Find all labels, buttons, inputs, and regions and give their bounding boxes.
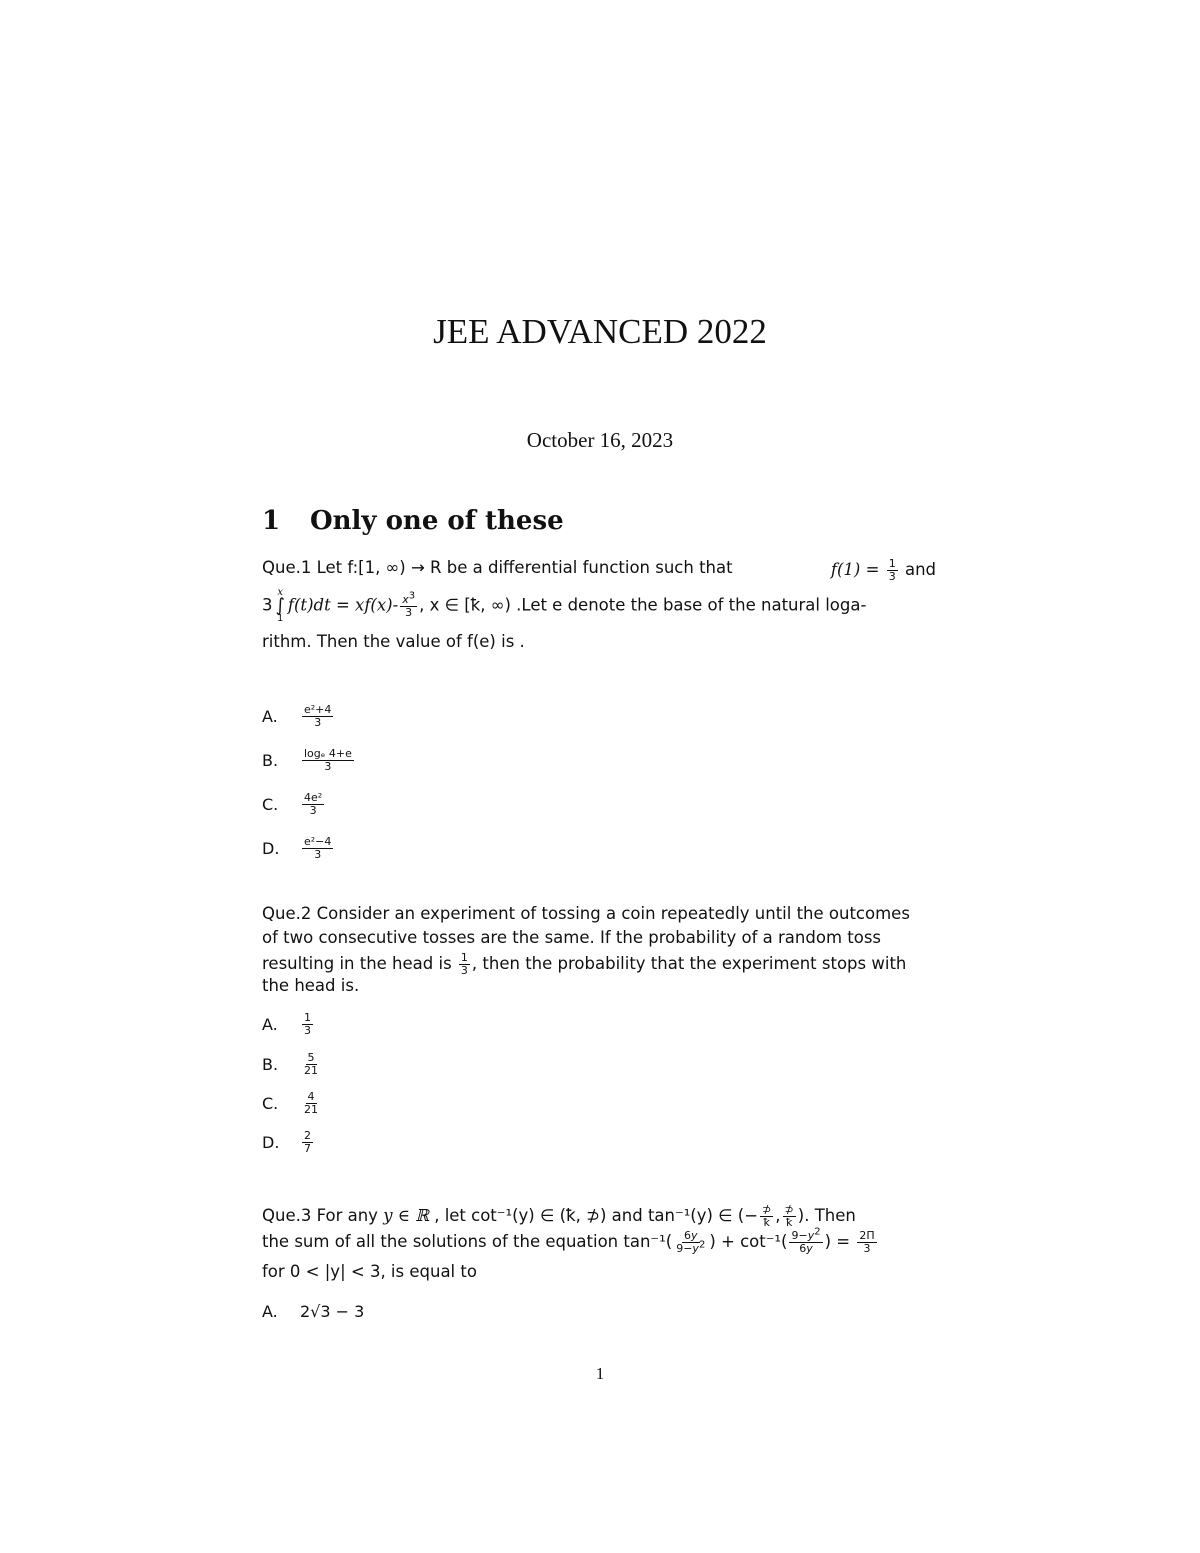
q1-frac-one-third: $\frac{1}{3}$ [888, 557, 896, 583]
q1-frac-x3-3: $\frac{x^3}{3}$ [402, 589, 416, 619]
document-title: JEE ADVANCED 2022 [433, 312, 767, 351]
section-title: Only one of these [310, 506, 564, 536]
integral-sign-icon: x ∫ 1 [275, 587, 285, 624]
q1-and: and [904, 560, 936, 579]
q2-frac-one-third: $\frac{1}{3}$ [460, 951, 468, 977]
q2-option-a[interactable]: A. $\frac{1}{3}$ [262, 1011, 311, 1037]
q1-option-b[interactable]: B. $\frac{\text{logₑ 4+e}}{3}$ [262, 747, 352, 773]
q1-line-2 [262, 588, 936, 624]
q1-text-a: Que.1 Let f:[1, ∞) → R be a differential function such that [262, 558, 733, 577]
q2-line-3: resulting in the head is $\frac{1}{3}$ , then the probability that the experiment stops with [262, 951, 907, 977]
q1-f1: f(1) = [830, 560, 880, 579]
q1-line-3: rithm. Then the value of f(e) is . [262, 632, 525, 651]
q2-option-d[interactable]: D. $\frac{2}{7}$ [262, 1129, 311, 1155]
q3-option-a-value: 2√3 − 3 [300, 1302, 365, 1321]
q1-three: 3 [262, 595, 273, 615]
q1-line-1 [262, 558, 936, 583]
q2-line-4: the head is. [262, 976, 360, 995]
q3-frac-2pi: $\frac{2\Pi}{3}$ [859, 1229, 875, 1255]
section-heading [262, 506, 564, 536]
q1-option-a[interactable]: A. $\frac{\text{e²+4}}{3}$ [262, 703, 332, 729]
document-date: October 16, 2023 [526, 428, 674, 452]
q3-frac-6y: $\frac{6y}{9-y^2}$ [676, 1229, 706, 1255]
q2-option-b[interactable]: B. $\frac{5}{21}$ [262, 1051, 318, 1077]
q3-frac-9y2: $\frac{9-y^2}{6y}$ [791, 1226, 821, 1255]
q3-frac-a: $\frac{⊅}{\text{ꝁ}}$ [762, 1203, 772, 1229]
q3-line-1: Que.3 For any y ∈ ℝ , let cot⁻¹(y) ∈ (ꝁ, ⊅) and tan⁻¹(y) ∈ (− $\frac{⊅}{\text{ꝁ}}$ , $\frac{⊅}{\text{ꝁ}}$ ). Then [262, 1203, 856, 1229]
q3-line-2: the sum of all the solutions of the equation tan⁻¹( $\frac{6y}{9-y^2}$ ) + cot⁻¹( $\frac{9-y^2}{6y}$ ) = $\frac{2\Pi}{3}$ [262, 1226, 875, 1255]
q1-integrand: f(t)dt = xf(x)- [287, 595, 399, 615]
q3-line-3: for 0 < |y| < 3, is equal to [262, 1262, 477, 1281]
page-number: 1 [595, 1364, 605, 1383]
q2-line-1: Que.2 Consider an experiment of tossing a coin repeatedly until the outcomes [262, 904, 910, 923]
q1-domain: , x ∈ [ꝁ, ∞) .Let e denote the base of the natural loga- [419, 595, 867, 615]
q1-option-d[interactable]: D. $\frac{\text{e²−4}}{3}$ [262, 835, 332, 861]
q2-line-2: of two consecutive tosses are the same. If the probability of a random toss [262, 928, 882, 947]
q1-option-c[interactable]: C. $\frac{\text{4e²}}{3}$ [262, 791, 323, 817]
section-number: 1 [262, 506, 281, 536]
q2-option-c[interactable]: C. $\frac{4}{21}$ [262, 1090, 318, 1116]
q3-option-a[interactable]: A. 2√3 − 3 [262, 1302, 365, 1321]
q3-frac-b: $\frac{⊅}{\text{ꝁ}}$ [784, 1203, 794, 1229]
